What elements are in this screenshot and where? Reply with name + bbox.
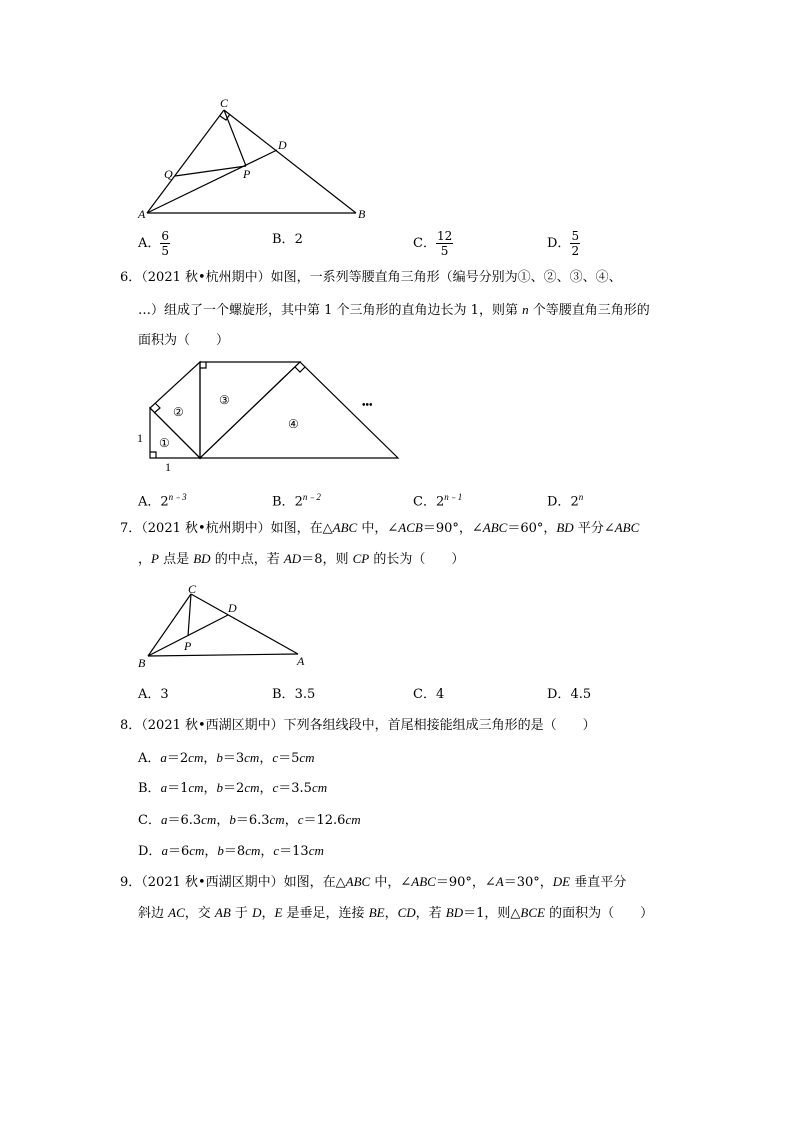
value: ＝6.3 — [235, 813, 270, 828]
var: P — [151, 551, 159, 566]
q6-option-b[interactable] — [272, 488, 321, 511]
q6-option-a[interactable] — [138, 488, 187, 511]
var: ABC — [332, 520, 358, 535]
var: ABC — [345, 874, 371, 889]
exponent: n﹣2 — [302, 492, 321, 502]
text: ， — [261, 906, 275, 921]
var: ACB — [398, 520, 423, 535]
text: 垂直平分 — [570, 875, 627, 890]
q7-figure — [130, 578, 320, 673]
option-letter: C． — [413, 236, 436, 251]
q5-label-a: A — [138, 207, 146, 221]
fraction — [570, 229, 580, 258]
numerator: 5 — [571, 229, 580, 243]
text: 个等腰直角三角形的 — [528, 303, 650, 318]
exponent: n — [578, 492, 584, 502]
q8-option-a[interactable]: A．a＝2cm，b＝3cm，c＝5cm — [138, 750, 315, 766]
var: b — [216, 780, 224, 795]
option-letter: A． — [138, 236, 161, 251]
option-letter: D． — [138, 844, 162, 859]
denominator: 2 — [571, 244, 580, 258]
unit: cm — [188, 780, 204, 795]
option-value: 3.5 — [294, 687, 316, 702]
var: c — [272, 750, 279, 765]
q6-stem-line3: 面积为（ ） — [138, 333, 230, 348]
text: 于 — [230, 906, 253, 921]
q6-stem-line2 — [138, 301, 650, 320]
text: 平分∠ — [573, 521, 615, 536]
exponent: n﹣1 — [444, 492, 463, 502]
q6-right-angle-1 — [150, 452, 156, 458]
option-letter: B． — [272, 494, 295, 510]
option-value: 2 — [294, 232, 303, 247]
option-letter: A． — [138, 687, 161, 702]
text: 斜边 — [138, 906, 169, 921]
q6-option-d[interactable] — [547, 488, 583, 511]
value: ＝6.3 — [167, 813, 202, 828]
var: ABC — [614, 520, 640, 535]
text: ＝30°， — [503, 875, 553, 890]
unit: cm — [189, 843, 205, 858]
q8-stem-line1: 8．（2021 秋•西湖区期中）下列各组线段中，首尾相接能组成三角形的是（ ） — [120, 718, 596, 733]
q5-figure — [130, 92, 380, 227]
q5-option-a[interactable] — [138, 229, 170, 258]
var: c — [273, 843, 280, 858]
q7-label-c: C — [188, 582, 197, 596]
var: BD — [556, 520, 574, 535]
q7-option-b[interactable] — [272, 686, 315, 704]
option-letter: D． — [547, 236, 571, 251]
q7-line-ba — [148, 654, 298, 656]
q6-right-angle-2 — [154, 403, 160, 413]
unit: cm — [244, 750, 260, 765]
option-letter: B． — [272, 232, 295, 247]
denominator: 5 — [161, 244, 170, 258]
var: ABC — [482, 520, 508, 535]
text: 7．（2021 秋•杭州期中）如图，在△ — [120, 521, 333, 536]
option-letter: A． — [138, 494, 161, 510]
q6-label-t2: ② — [173, 405, 184, 419]
q6-figure — [130, 355, 420, 475]
q6-label-dots: ••• — [362, 400, 373, 411]
var: BD — [445, 905, 464, 920]
value: ＝6 — [167, 844, 190, 859]
var: A — [495, 874, 504, 889]
q7-label-a: A — [297, 654, 305, 668]
var: a — [161, 843, 168, 858]
q5-option-c[interactable] — [413, 229, 453, 258]
q5-option-b[interactable] — [272, 231, 303, 249]
value: ＝8 — [223, 844, 246, 859]
numerator: 12 — [436, 229, 453, 243]
fraction — [436, 229, 453, 258]
q7-option-d[interactable] — [547, 686, 591, 704]
var: AB — [214, 905, 231, 920]
var: b — [216, 750, 223, 765]
q8-option-d[interactable]: D．a＝6cm，b＝8cm，c＝13cm — [138, 843, 324, 859]
text: ，交 — [184, 906, 215, 921]
numerator: 6 — [161, 229, 170, 243]
base: 2 — [435, 494, 445, 510]
q6-label-side-left: 1 — [137, 431, 143, 445]
value: ＝5 — [278, 751, 300, 766]
value: ＝12.6 — [303, 813, 346, 828]
var-n: n — [522, 302, 529, 317]
text: ＝60°， — [507, 521, 557, 536]
text: 中，∠ — [370, 875, 412, 890]
text: ， — [384, 906, 398, 921]
q8-option-b[interactable]: B．a＝1cm，b＝2cm，c＝3.5cm — [138, 780, 328, 796]
q7-stem-line1 — [120, 519, 639, 538]
var: a — [160, 750, 167, 765]
q8-option-c[interactable]: C．a＝6.3cm，b＝6.3cm，c＝12.6cm — [138, 812, 361, 828]
base: 2 — [570, 494, 579, 510]
var: BD — [193, 551, 211, 566]
option-value: 4 — [435, 687, 445, 702]
value: ＝3.5 — [278, 781, 312, 796]
option-letter: D． — [547, 687, 571, 702]
unit: cm — [245, 843, 261, 858]
unit: cm — [188, 750, 204, 765]
var: CP — [352, 551, 370, 566]
fraction — [160, 229, 170, 258]
unit: cm — [311, 780, 328, 795]
unit: cm — [299, 750, 315, 765]
unit: cm — [308, 843, 324, 858]
var: D — [252, 905, 262, 920]
text: 是垂足，连接 — [282, 906, 369, 921]
option-letter: B． — [272, 687, 295, 702]
unit: cm — [201, 812, 217, 827]
var: b — [217, 843, 224, 858]
q5-line-ad — [147, 150, 277, 213]
text: ＝1，则△ — [463, 906, 521, 921]
q7-option-a[interactable] — [138, 686, 169, 704]
q5-label-d: D — [278, 138, 287, 152]
option-value: 3 — [160, 687, 169, 702]
q5-label-c: C — [220, 96, 229, 110]
q9-stem-line2 — [138, 904, 653, 923]
option-letter: C． — [138, 813, 161, 828]
text: 的面积为（ ） — [544, 906, 654, 921]
text: 的长为（ ） — [369, 552, 465, 567]
var: c — [297, 812, 304, 827]
q6-option-c[interactable] — [413, 488, 462, 511]
value: ＝13 — [279, 844, 309, 859]
var: ABC — [411, 874, 436, 889]
q6-right-angle-4 — [295, 367, 305, 372]
q5-label-p: P — [243, 167, 251, 181]
base: 2 — [294, 494, 303, 510]
var: BCE — [520, 905, 545, 920]
q6-stem-line1: 6．（2021 秋•杭州期中）如图，一系列等腰直角三角形（编号分别为①、②、③、④、 — [120, 270, 622, 285]
var: c — [272, 780, 279, 795]
text: ＝8，则 — [301, 552, 353, 567]
text: …）组成了一个螺旋形，其中第 1 个三角形的直角边长为 1，则第 — [138, 303, 523, 318]
var: CD — [397, 905, 416, 920]
var: b — [229, 812, 236, 827]
q7-line-cp — [188, 594, 191, 636]
text: ， — [138, 552, 152, 567]
text: 的中点，若 — [210, 552, 284, 567]
option-letter: A． — [138, 751, 161, 766]
q7-option-c[interactable] — [413, 686, 444, 704]
q7-label-b: B — [138, 656, 146, 670]
q6-right-angle-3 — [200, 362, 206, 368]
var: DE — [552, 874, 571, 889]
q7-line-ca — [191, 594, 298, 654]
value: ＝2 — [166, 751, 189, 766]
value: ＝1 — [167, 781, 189, 796]
unit: cm — [244, 780, 260, 795]
option-letter: D． — [547, 494, 571, 510]
q6-label-t3: ③ — [219, 393, 230, 407]
q6-label-t4: ④ — [288, 417, 299, 431]
exponent: n﹣3 — [168, 492, 187, 502]
var: AC — [168, 905, 185, 920]
var: E — [274, 905, 283, 920]
q7-label-d: D — [228, 601, 237, 615]
denominator: 5 — [440, 244, 449, 258]
text: ，若 — [415, 906, 446, 921]
q9-stem-line1 — [120, 873, 626, 892]
var: a — [160, 812, 168, 827]
var: BE — [368, 905, 385, 920]
text: ＝90°，∠ — [422, 521, 483, 536]
base: 2 — [160, 494, 169, 510]
q6-label-side-bottom: 1 — [165, 460, 171, 474]
q5-right-angle-mark — [220, 114, 230, 120]
unit: cm — [269, 812, 285, 827]
text: 中，∠ — [357, 521, 399, 536]
option-letter: C． — [413, 687, 436, 702]
q5-line-ac — [147, 110, 224, 213]
q7-stem-line2 — [138, 550, 464, 569]
q6-label-t1: ① — [159, 436, 170, 450]
text: 点是 — [158, 552, 194, 567]
text: 9．（2021 秋•西湖区期中）如图，在△ — [120, 875, 346, 890]
q5-label-b: B — [358, 207, 366, 221]
unit: cm — [345, 812, 361, 827]
value: ＝3 — [222, 751, 245, 766]
q7-label-p: P — [184, 639, 192, 653]
option-letter: B． — [138, 781, 161, 796]
text: ＝90°，∠ — [435, 875, 496, 890]
option-value: 4.5 — [570, 687, 592, 702]
var: AD — [283, 551, 302, 566]
option-letter: C． — [413, 494, 436, 510]
var: a — [160, 780, 168, 795]
q5-label-q: Q — [164, 167, 173, 181]
q5-line-qp — [175, 166, 246, 176]
value: ＝2 — [223, 781, 245, 796]
q5-option-d[interactable] — [547, 229, 580, 258]
